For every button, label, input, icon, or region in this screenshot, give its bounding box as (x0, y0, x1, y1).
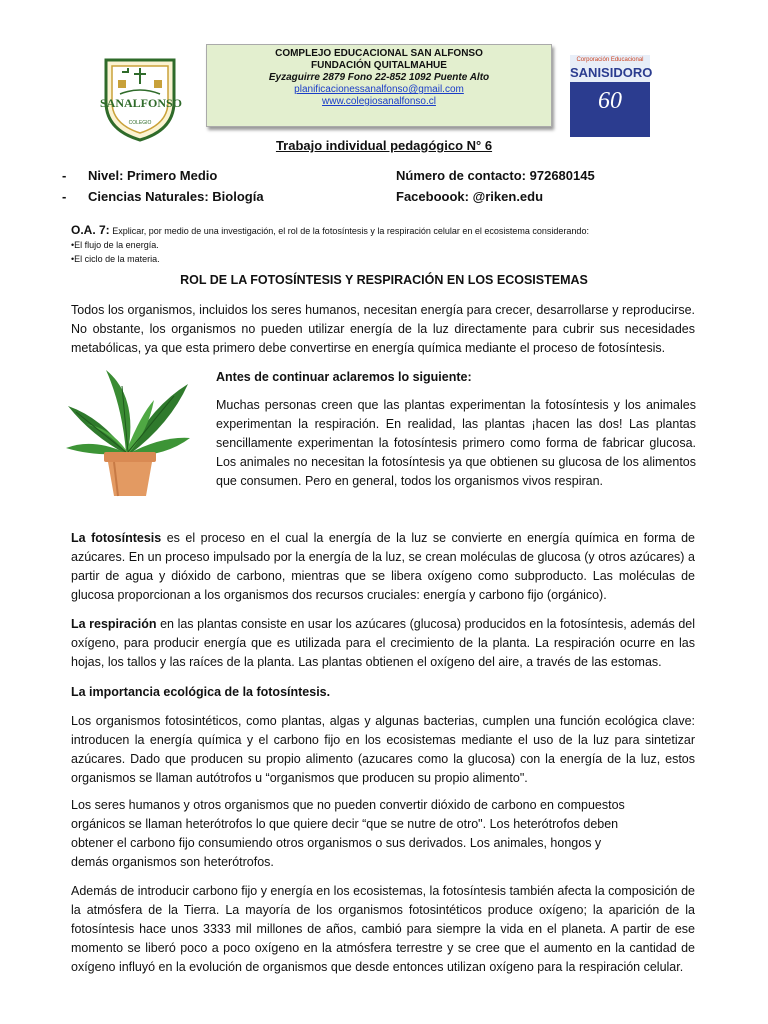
logo-right-number: 60 (598, 88, 622, 114)
potted-plant-illustration (62, 366, 194, 500)
logo-right-name: SANISIDORO (570, 65, 653, 80)
oa-label: O.A. 7: (71, 223, 110, 237)
info-subject (62, 189, 264, 204)
learning-objective (71, 223, 711, 266)
bullet-dash: - (62, 189, 67, 204)
logo-right-caption: Corporación Educacional (570, 55, 650, 63)
oa-item: •El flujo de la energía. (71, 240, 159, 250)
header-info-box (206, 44, 552, 127)
level-text: Nivel: Primero Medio (88, 168, 218, 183)
info-level (62, 168, 217, 183)
email-link[interactable]: planificacionessanalfonso@gmail.com (294, 84, 464, 95)
bullet-dash: - (62, 168, 67, 183)
school-address: Eyzaguirre 2879 Fono 22-852 1092 Puente Alto (268, 72, 490, 83)
respiration-text: en las plantas consiste en usar los azúcares (glucosa) producidos en la fotosíntesis, además del oxígeno, para producir energía que es utilizada para el crecimiento de la planta. La respiración ocurre en las hojas, los tallos y las raíces de la planta. Las plantas obtienen el oxígeno del aire, a través de las estomas. (71, 617, 695, 669)
atmosphere-paragraph: Además de introducir carbono fijo y energía en los ecosistemas, la fotosíntesis también afecta la composición de la atmósfera de la Tierra. La mayoría de los organismos fotosintéticos produce oxígeno; la aparición de la fotosíntesis hace unos 3333 mil millones de años, cambió para siempre la vida en el planeta. A partir de ese momento se liberó poco a poco oxígeno en la atmósfera terrestre y se cree que el aumento en la cantidad de oxígeno influyó en la evolución de organismos que desde entonces utilizan oxígeno para la respiración celular. (71, 884, 695, 974)
respiration-term: La respiración (71, 617, 157, 631)
heterotrophs-paragraph: Los seres humanos y otros organismos que no pueden convertir dióxido de carbono en compuestos orgánicos se llaman heterótrofos lo que quiere decir “que se nutre de otro". Los heterótrofos deben obtener el carbono fijo consumiendo otros organismos o sus derivados. Los animales, hongos y demás organismos son heterótrofos. (71, 798, 625, 869)
clarify-heading: Antes de continuar aclaremos lo siguiente: (216, 370, 472, 384)
subject-text: Ciencias Naturales: Biología (88, 189, 264, 204)
photosynthesis-paragraph (71, 529, 695, 605)
clarify-paragraph: Muchas personas creen que las plantas experimentan la fotosíntesis y los animales experimentan la respiración. En realidad, las plantas ¡hacen las dos! Las plantas sencillamente experimentan la fotosíntesis primero como forma de fabricar glucosa. Los animales no necesitan la fotosíntesis ya que obtienen su glucosa de los alimentos que consumen. Pero en general, todos los organismos vivos respiran. (216, 398, 696, 488)
oa-text: Explicar, por medio de una investigación, el rol de la fotosíntesis y la respiración celular en el ecosistema considerando: (112, 226, 589, 236)
intro-paragraph: Todos los organismos, incluidos los seres humanos, necesitan energía para crecer, desarrollarse y reproducirse. No obstante, los organismos no pueden utilizar energía de la luz directamente para cubrir sus necesidades metabólicas, ya que esta primero debe convertirse en energía química mediante el proceso de fotosíntesis. (71, 303, 695, 355)
photosynthesis-text: es el proceso en el cual la energía de la luz se convierte en energía química en forma de azúcares. En un proceso impulsado por la energía de la luz, se crean moléculas de glucosa (y otros azúcares) a partir de agua y dióxido de carbono, mientras que se libera oxígeno como subproducto. Las moléculas de glucosa proporcionan a los organismos dos recursos cruciales: energía y carbono fijo (orgánico). (71, 531, 695, 602)
respiration-paragraph (71, 615, 695, 672)
contact-number: Número de contacto: 972680145 (396, 168, 595, 183)
foundation-name: FUNDACIÓN QUITALMAHUE (311, 60, 447, 71)
work-title: Trabajo individual pedagógico N° 6 (275, 138, 493, 153)
logo-left-text: SANALFONSO (100, 96, 183, 110)
main-title: ROL DE LA FOTOSÍNTESIS Y RESPIRACIÓN EN LOS ECOSISTEMAS (180, 273, 588, 287)
autotrophs-paragraph: Los organismos fotosintéticos, como plantas, algas y algunas bacterias, cumplen una función ecológica clave: introducen la energía química y el carbono fijo en los ecosistemas mediante el uso de la luz para sintetizar azúcares. Dado que producen su propio alimento (azucares como la glucosa) con la energía de la luz, estos organismos se llaman autótrofos u “organismos que producen su propio alimento". (71, 714, 695, 785)
oa-item: •El ciclo de la materia. (71, 254, 160, 264)
san-isidoro-logo (570, 55, 653, 137)
photosynthesis-term: La fotosíntesis (71, 531, 162, 545)
website-link[interactable]: www.colegiosanalfonso.cl (322, 96, 436, 107)
importance-heading: La importancia ecológica de la fotosíntesis. (71, 685, 331, 699)
school-crest-logo (100, 50, 183, 142)
logo-left-sub: COLEGIO (128, 120, 152, 126)
facebook-handle: Faceboook: @riken.edu (396, 189, 544, 204)
school-name: COMPLEJO EDUCACIONAL SAN ALFONSO (275, 48, 483, 59)
